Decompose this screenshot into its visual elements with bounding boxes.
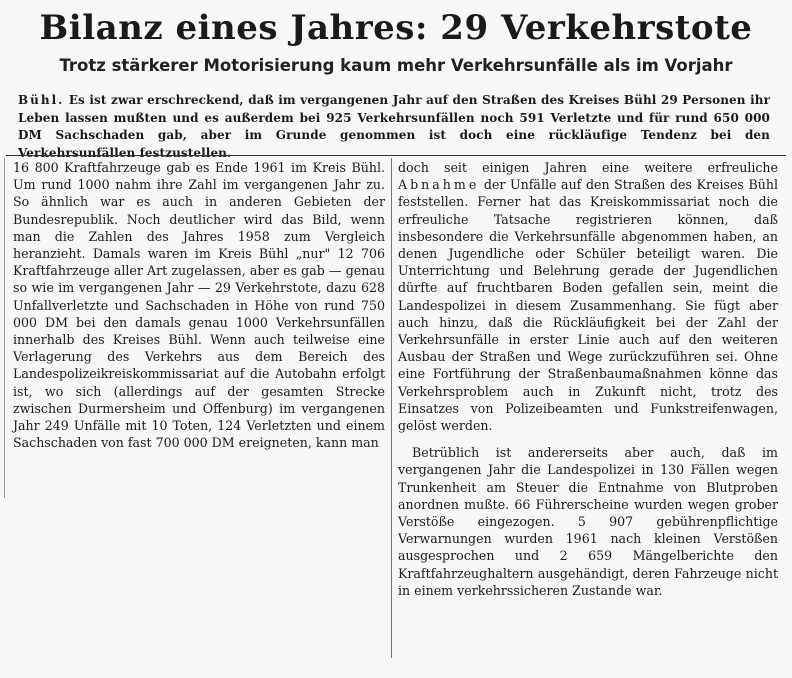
body-paragraph: 16 800 Kraftfahrzeuge gab es Ende 1961 im Kreis Bühl. Um rund 1000 nahm ihre Zahl im vergangenen Jahr zu. So ähnlich war es auch in anderen Gebieten der Bundesrepublik. Noch deutlicher wird das Bild, wenn man die Zahlen des Jahres 1958 zum Vergleich heranzieht. Damals waren im Kreis Bühl „nur" 12 706 Kraftfahrzeuge aller Art zugelassen, aber es gab — genau so wie im vergangenen Jahr — 29 Verkehrstote, dazu 628 Unfallverletzte und Sachschaden in Höhe von rund 750 000 DM bei den damals genau 1000 Verkehrsunfällen innerhalb des Kreises Bühl. Wenn auch teilweise eine Verlagerung des Verkehrs aus dem Bereich des Landespolizeikreiskommissariat auf die Autobahn erfolgt ist, wo sich (allerdings auf der gesamten Strecke zwischen Durmersheim und Offenburg) im vergangenen Jahr 249 Unfälle mit 10 Toten, 124 Verletzten und einem Sachschaden von fast 700 000 DM ereigneten, kann man — [13, 160, 385, 451]
dateline: Bühl. — [18, 93, 65, 107]
headline: Bilanz eines Jahres: 29 Verkehrstote — [39, 8, 753, 48]
paragraph-text: der Unfälle auf den Straßen des Kreises Bühl feststellen. Ferner hat das Kreiskommissariat noch die erfreuliche Tatsache registrieren können, daß insbesondere die Verkehrsunfälle abgenommen haben, an denen Jugendliche oder Schüler beteiligt waren. Die Unterrichtung und Belehrung gerade der Jugendlichen dürfte auf fruchtbaren Boden gefallen sein, meint die Landespolizei in diesem Zusammenhang. Sie fügt aber auch hinzu, daß die Rückläufigkeit bei der Zahl der Verkehrsunfälle in erster Linie auch auf den weiteren Ausbau der Straßen und Wege zurückzuführen sei. Ohne eine Fortführung der Straßenbaumaßnahmen könne das Verkehrsproblem auch in Zukunft nicht, trotz des Einsatzes von Polizeibeamten und Funkstreifenwagen, gelöst werden. — [398, 177, 778, 434]
emphasized-word: Abnahme — [398, 177, 480, 193]
lead-paragraph — [18, 92, 770, 162]
body-paragraph: Betrüblich ist andererseits aber auch, daß im vergangenen Jahr die Landespolizei in 130 Fällen wegen Trunkenheit am Steuer die Entnahme von Blutproben anordnen mußte. 66 Führerscheine wurden wegen grober Verstöße eingezogen. 5 907 gebührenpflichtige Verwarnungen wurden 1961 nach kleinen Verstößen ausgesprochen und 2 659 Mängelberichte den Kraftfahrzeughaltern ausgehändigt, deren Fahrzeuge nicht in einem verkehrssicheren Zustande war. — [398, 445, 778, 598]
subheadline: Trotz stärkerer Motorisierung kaum mehr Verkehrsunfälle als im Vorjahr — [59, 56, 733, 75]
paragraph-start: doch seit einigen Jahren eine weitere erfreuliche — [398, 160, 778, 175]
body-paragraph — [398, 159, 778, 434]
lead-text: Es ist zwar erschreckend, daß im vergangenen Jahr auf den Straßen des Kreises Bühl 29 Personen ihr Leben lassen mußten und es außerdem bei 925 Verkehrsunfällen noch 591 Verletzte und für rund 650 000 DM Sachschaden gab, aber im Grunde genommen ist doch eine rückläufige Tendenz bei den Verkehrsunfällen festzustellen. — [18, 93, 770, 160]
column-rule-center — [391, 158, 392, 658]
body-column-right — [398, 159, 778, 599]
column-rule-left — [4, 158, 5, 498]
section-divider — [6, 155, 786, 156]
body-column-left — [13, 159, 385, 451]
